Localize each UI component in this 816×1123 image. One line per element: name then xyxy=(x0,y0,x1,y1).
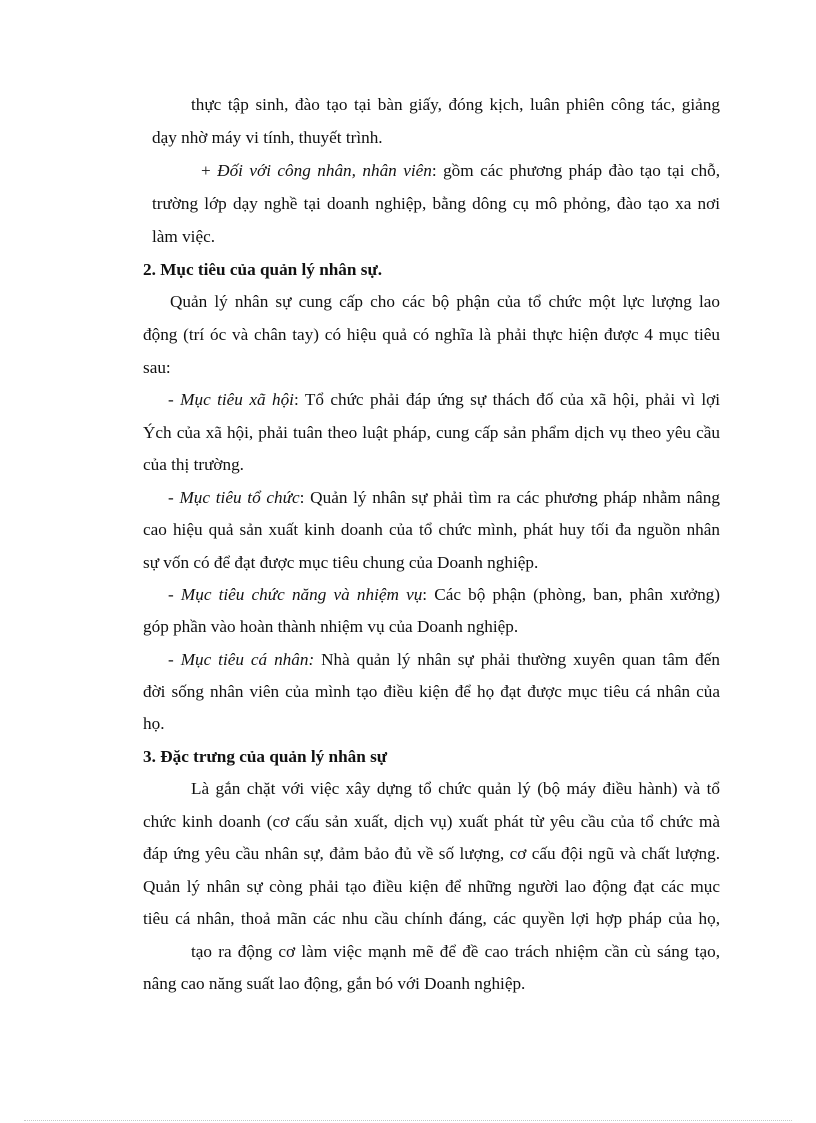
text-line xyxy=(168,486,720,510)
bullet-prefix: - xyxy=(168,390,181,409)
text-span: : Quản lý nhân sự phải tìm ra các phương pháp nhằm nâng xyxy=(299,488,720,507)
text-line xyxy=(168,388,720,412)
text-span: cao hiệu quả sản xuất kinh doanh của tổ chức mình, phát huy tối đa nguồn nhân xyxy=(143,520,720,539)
text-span: Quản lý nhân sự còng phải tạo điều kiện để những người lao động đạt các mục xyxy=(143,877,720,896)
italic-term: Đối với công nhân, nhân viên xyxy=(217,161,432,180)
text-span: trường lớp dạy nghề tại doanh nghiệp, bằng dông cụ mô phỏng, đào tạo xa nơi xyxy=(152,194,720,213)
text-span: của thị trường. xyxy=(143,455,244,474)
heading-text: 2. Mục tiêu của quản lý nhân sự. xyxy=(143,260,383,279)
italic-term: Mục tiêu chức năng và nhiệm vụ xyxy=(180,585,423,604)
text-span: Là gắn chặt với việc xây dựng tổ chức quản lý (bộ máy điều hành) và tổ xyxy=(191,779,720,798)
text-span: tạo ra động cơ làm việc mạnh mẽ để đề cao trách nhiệm cần cù sáng tạo, xyxy=(191,942,720,961)
text-line xyxy=(143,875,720,899)
text-span: thực tập sinh, đào tạo tại bàn giấy, đóng kịch, luân phiên công tác, giảng xyxy=(191,95,720,114)
text-line xyxy=(143,615,720,639)
text-span: : gồm các phương pháp đào tạo tại chỗ, xyxy=(431,161,720,180)
text-span xyxy=(168,650,720,669)
text-span: tiêu cá nhân, thoả mãn các nhu cầu chính đáng, các quyền lợi hợp pháp của họ, xyxy=(143,909,720,928)
text-span: sự vốn có để đạt được mục tiêu chung của Doanh nghiệp. xyxy=(143,553,539,572)
text-span: làm việc. xyxy=(152,227,215,246)
text-line xyxy=(143,907,720,931)
text-line xyxy=(170,290,720,314)
text-line xyxy=(143,453,720,477)
text-span: đời sống nhân viên của mình tạo điều kiện để họ đạt được mục tiêu cá nhân của xyxy=(143,682,720,701)
text-span: Nhà quản lý nhân sự phải thường xuyên quan tâm đến xyxy=(314,650,720,669)
text-line xyxy=(168,583,720,607)
text-span: Ých của xã hội, phải tuân theo luật pháp, cung cấp sản phẩm dịch vụ theo yêu cầu xyxy=(143,423,720,442)
italic-term: Mục tiêu tổ chức xyxy=(179,488,300,507)
text-span xyxy=(168,585,720,604)
text-line xyxy=(143,356,720,380)
text-span: : Các bộ phận (phòng, ban, phân xưởng) xyxy=(422,585,720,604)
text-span: họ. xyxy=(143,714,165,733)
bullet-prefix: + xyxy=(201,161,218,180)
text-line xyxy=(143,323,720,347)
text-span xyxy=(168,488,720,507)
heading-text: 3. Đặc trưng của quản lý nhân sự xyxy=(143,747,388,766)
text-line xyxy=(168,648,720,672)
text-line xyxy=(152,192,720,216)
text-span xyxy=(168,390,720,409)
text-line xyxy=(143,518,720,542)
text-line xyxy=(143,842,720,866)
text-span: dạy nhờ máy vi tính, thuyết trình. xyxy=(152,128,383,147)
text-line xyxy=(143,551,720,575)
text-line xyxy=(201,159,720,183)
text-line xyxy=(152,126,720,150)
text-line xyxy=(191,93,720,117)
text-span: động (trí óc và chân tay) có hiệu quả có nghĩa là phải thực hiện được 4 mục tiêu xyxy=(143,325,720,344)
text-span: nâng cao năng suất lao động, gắn bó với Doanh nghiệp. xyxy=(143,974,526,993)
text-span xyxy=(201,161,720,180)
text-line xyxy=(191,940,720,964)
text-line xyxy=(143,421,720,445)
text-line xyxy=(143,680,720,704)
page-bottom-divider xyxy=(24,1120,792,1121)
text-line xyxy=(143,810,720,834)
text-span: sau: xyxy=(143,358,171,377)
italic-term: Mục tiêu cá nhân: xyxy=(180,650,315,669)
section-heading xyxy=(143,258,720,282)
text-line xyxy=(143,972,720,996)
bullet-prefix: - xyxy=(168,585,181,604)
italic-term: Mục tiêu xã hội xyxy=(180,390,294,409)
text-line xyxy=(191,777,720,801)
text-span: : Tổ chức phải đáp ứng sự thách đố của xã hội, phải vì lợi xyxy=(293,390,720,409)
text-line xyxy=(152,225,720,249)
text-span: góp phần vào hoàn thành nhiệm vụ của Doanh nghiệp. xyxy=(143,617,519,636)
text-line xyxy=(143,712,720,736)
bullet-prefix: - xyxy=(168,650,181,669)
text-span: đáp ứng yêu cầu nhân sự, đảm bảo đủ về số lượng, cơ cấu đội ngũ và chất lượng. xyxy=(143,844,720,863)
text-span: Quản lý nhân sự cung cấp cho các bộ phận của tổ chức một lực lượng lao xyxy=(170,292,720,311)
section-heading xyxy=(143,745,720,769)
text-span: chức kinh doanh (cơ cấu sản xuất, dịch vụ) xuất phát từ yêu cầu của tổ chức mà xyxy=(143,812,720,831)
bullet-prefix: - xyxy=(168,488,180,507)
